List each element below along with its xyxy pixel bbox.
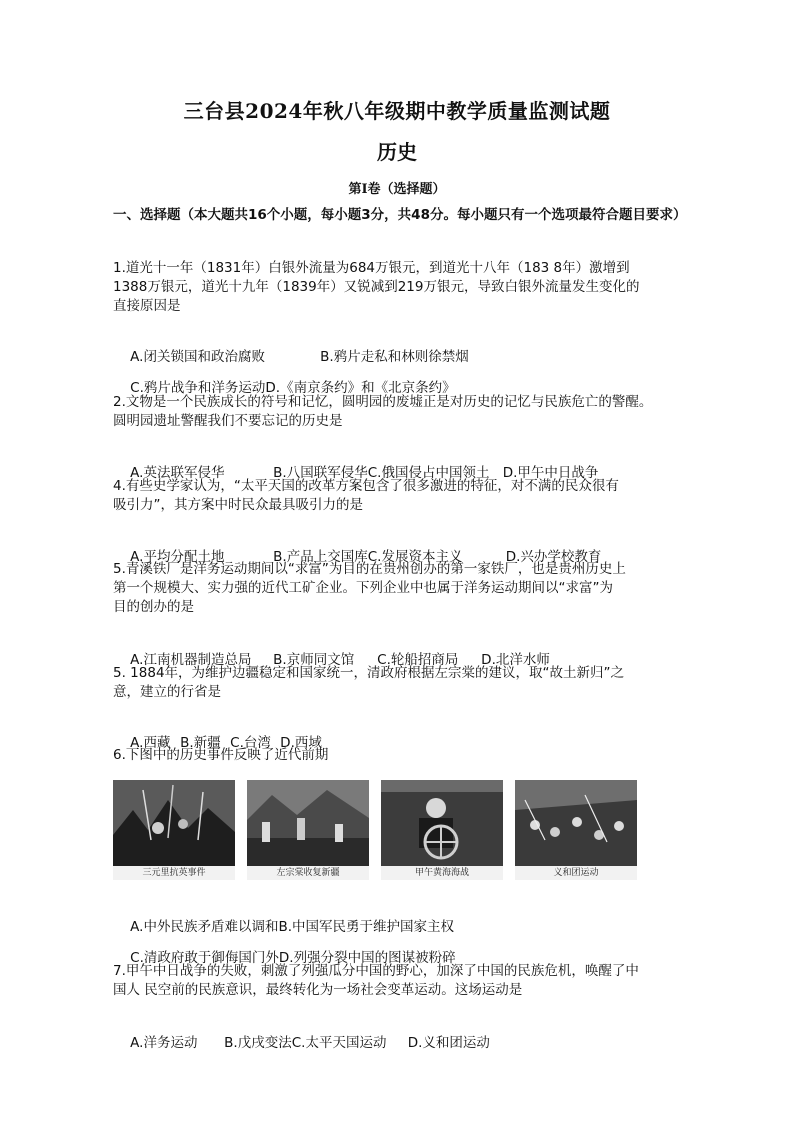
image-yellow-sea-battle — [381, 780, 503, 880]
question-line: 圆明园遗址警醒我们不要忘记的历史是 — [113, 413, 343, 429]
option-b: B.戊戌变法 — [224, 1035, 292, 1051]
option-a: A.中外民族矛盾难以调和 — [130, 919, 279, 935]
question-1 — [113, 259, 693, 316]
image-caption: 三元里抗英事件 — [113, 866, 235, 880]
question-5 — [113, 560, 693, 617]
question-5b — [113, 664, 693, 702]
option-c: C.清政府敢于御侮国门外 — [130, 950, 279, 966]
section-heading: 一、选择题（本大题共16个小题，每小题3分，共48分。每小题只有一个选项最符合题目要求） — [113, 207, 687, 223]
question-line: 吸引力”，其方案中时民众最具吸引力的是 — [113, 497, 363, 513]
option-c: C.台湾 — [230, 735, 271, 751]
option-c: C.轮船招商局 — [377, 652, 459, 668]
option-d: D.甲午中日战争 — [502, 465, 599, 481]
question-line: 直接原因是 — [113, 298, 181, 314]
option-b: B.鸦片走私和林则徐禁烟 — [320, 349, 469, 365]
option-d: D.义和团运动 — [407, 1035, 490, 1051]
question-line: 第一个规模大、实力强的近代工矿企业。下列企业中也属于洋务运动期间以“求富”为 — [113, 580, 613, 596]
option-a: A.平均分配土地 — [130, 549, 225, 565]
question-line: 5.青溪铁厂是洋务运动期间以“求富”为目的在贵州创办的第一家铁厂，也是贵州历史上 — [113, 561, 626, 577]
question-2 — [113, 393, 693, 431]
question-line: 1.道光十一年（1831年）白银外流量为684万银元，到道光十八年（183 8年）激增到 — [113, 260, 630, 276]
image-caption: 义和团运动 — [515, 866, 637, 880]
option-c: C.发展资本主义 — [367, 549, 463, 565]
option-c: C.俄国侵占中国领土 — [367, 465, 490, 481]
image-caption: 左宗棠收复新疆 — [247, 866, 369, 880]
question-line: 国人 民空前的民族意识，最终转化为一场社会变革运动。这场运动是 — [113, 982, 523, 998]
historical-photo — [113, 780, 235, 866]
option-b: B.产品上交国库 — [273, 549, 368, 565]
question-6 — [113, 746, 693, 765]
option-c: C.太平天国运动 — [291, 1035, 387, 1051]
option-d: D.列强分裂中国的图谋被粉碎 — [278, 950, 456, 966]
historical-photo — [247, 780, 369, 866]
image-caption: 甲午黄海海战 — [381, 866, 503, 880]
exam-title: 三台县2024年秋八年级期中教学质量监测试题 — [183, 99, 611, 123]
image-sanyuanli — [113, 780, 235, 880]
image-boxer-movement — [515, 780, 637, 880]
question-line: 意，建立的行省是 — [113, 684, 221, 700]
option-b: B.京师同文馆 — [273, 652, 355, 668]
question-line: 1388万银元，道光十九年（1839年）又锐减到219万银元，导致白银外流量发生变化的 — [113, 279, 640, 295]
subject-title: 历史 — [377, 140, 417, 164]
option-b: B.中国军民勇于维护国家主权 — [278, 919, 455, 935]
option-b: B.八国联军侵华 — [273, 465, 368, 481]
option-d: D.兴办学校教育 — [505, 549, 602, 565]
option-c: C.鸦片战争和洋务运动 — [130, 380, 266, 396]
historical-photo — [381, 780, 503, 866]
question-6-image-strip — [113, 780, 638, 880]
option-a: A.闭关锁国和政治腐败 — [130, 349, 265, 365]
question-line: 目的创办的是 — [113, 599, 194, 615]
volume-label: 第Ⅰ卷（选择题） — [348, 182, 446, 197]
option-a: A.洋务运动 — [130, 1035, 198, 1051]
question-7 — [113, 962, 693, 1000]
question-line: 6.下图中的历史事件反映了近代前期 — [113, 747, 329, 763]
option-d: D.北洋水师 — [481, 652, 550, 668]
question-line: 4.有些史学家认为，“太平天国的改革方案包含了很多激进的特征，对不满的民众很有 — [113, 478, 619, 494]
option-a: A.英法联军侵华 — [130, 465, 225, 481]
option-d: D.《南京条约》和《北京条约》 — [265, 380, 456, 396]
question-7-options — [113, 1015, 693, 1072]
question-line: 2.文物是一个民族成长的符号和记忆，圆明园的废墟正是对历史的记忆与民族危亡的警醒。 — [113, 394, 653, 410]
historical-photo — [515, 780, 637, 866]
option-a: A.江南机器制造总局 — [130, 652, 252, 668]
question-4 — [113, 477, 693, 515]
option-d: D.西域 — [280, 735, 322, 751]
image-xinjiang — [247, 780, 369, 880]
option-b: B.新疆 — [180, 735, 221, 751]
question-line: 5. 1884年，为维护边疆稳定和国家统一，清政府根据左宗棠的建议，取“故土新归”之 — [113, 665, 625, 681]
question-line: 7.甲午中日战争的失败，刺激了列强瓜分中国的野心，加深了中国的民族危机，唤醒了中 — [113, 963, 639, 979]
option-a: A.西藏 — [130, 735, 171, 751]
